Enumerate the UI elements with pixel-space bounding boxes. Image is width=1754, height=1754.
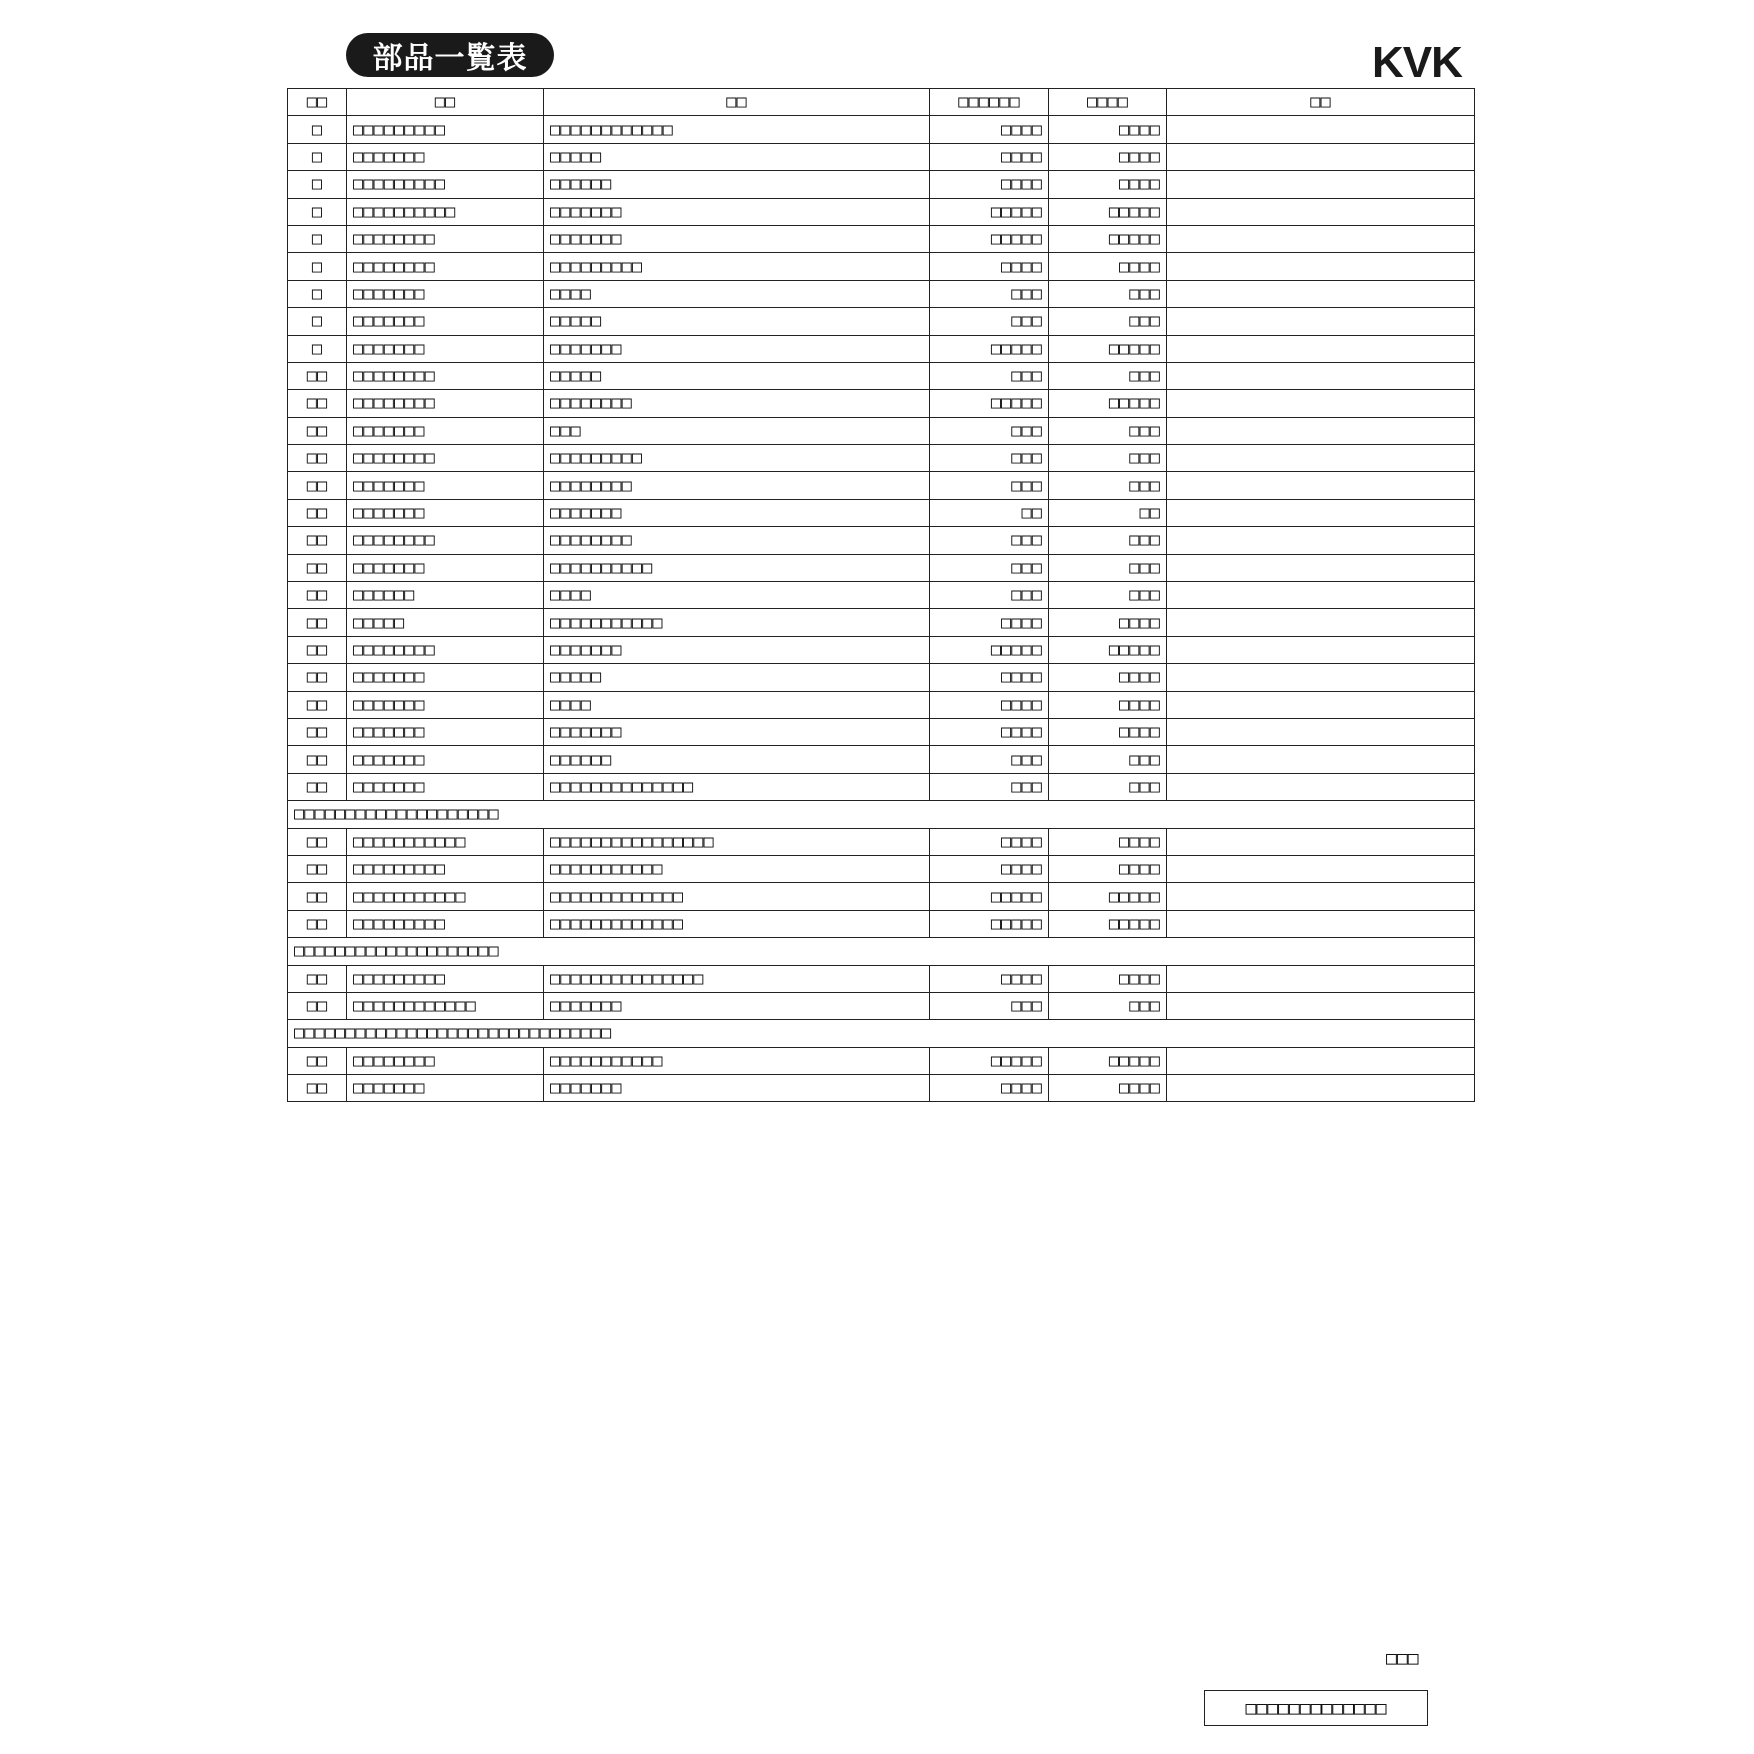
part-name-cell: □□□□□ (544, 143, 930, 170)
part-number-cell: □□ (288, 582, 347, 609)
part-name-cell: □□□□□□□□□□□□□ (544, 910, 930, 937)
price-cell: □□□□ (1049, 691, 1167, 718)
part-code-cell: □□□□□□□ (347, 499, 544, 526)
brand-logo: KVK (1372, 38, 1462, 87)
notes-cell (1167, 225, 1475, 252)
part-code-cell: □□□□□□□□ (347, 390, 544, 417)
part-name-cell: □□□□□□□ (544, 718, 930, 745)
price-cell: □□ (930, 499, 1049, 526)
price-cell: □□□□ (1049, 609, 1167, 636)
notes-cell (1167, 910, 1475, 937)
part-number-cell: □ (288, 198, 347, 225)
table-row (288, 335, 1475, 362)
notes-cell (1167, 472, 1475, 499)
part-name-cell: □□□□□□□ (544, 1075, 930, 1102)
price-cell: □□□ (930, 554, 1049, 581)
notes-cell (1167, 554, 1475, 581)
price-cell: □□□□ (1049, 828, 1167, 855)
notes-cell (1167, 527, 1475, 554)
part-number-cell: □□ (288, 445, 347, 472)
price-cell: □□□ (930, 582, 1049, 609)
price-cell: □□□ (1049, 280, 1167, 307)
price-cell: □□□ (930, 773, 1049, 800)
price-cell: □□□□ (930, 718, 1049, 745)
notes-cell (1167, 143, 1475, 170)
page-number: □□□ (1386, 1648, 1419, 1669)
table-row (288, 171, 1475, 198)
part-number-cell: □□ (288, 992, 347, 1019)
part-number-cell: □□ (288, 1075, 347, 1102)
table-row (288, 992, 1475, 1019)
part-code-cell: □□□□□□□□□□□□ (347, 992, 544, 1019)
part-name-cell: □□□□□ (544, 664, 930, 691)
table-section-row (288, 938, 1475, 965)
table-section-row (288, 1020, 1475, 1047)
notes-cell (1167, 636, 1475, 663)
part-name-cell: □□□□□□□ (544, 499, 930, 526)
table-row (288, 143, 1475, 170)
section-heading: □□□□□□□□□□□□□□□□□□□□ (288, 938, 1475, 965)
part-number-cell: □□ (288, 390, 347, 417)
part-name-cell: □□□□□□□□□□□□ (544, 116, 930, 143)
table-row (288, 390, 1475, 417)
table-row (288, 855, 1475, 882)
part-number-cell: □□ (288, 472, 347, 499)
price-cell: □□□□ (930, 609, 1049, 636)
price-cell: □□□□ (930, 253, 1049, 280)
notes-cell (1167, 390, 1475, 417)
price-cell: □□□□ (930, 828, 1049, 855)
part-code-cell: □□□□□□□ (347, 335, 544, 362)
part-name-cell: □□□□□□□□ (544, 472, 930, 499)
part-name-cell: □□□□□□□□□□□ (544, 1047, 930, 1074)
price-cell: □□□ (1049, 308, 1167, 335)
part-number-cell: □□ (288, 554, 347, 581)
price-cell: □□□□ (930, 965, 1049, 992)
notes-cell (1167, 883, 1475, 910)
part-name-cell: □□□□□□□ (544, 198, 930, 225)
notes-cell (1167, 992, 1475, 1019)
part-number-cell: □ (288, 116, 347, 143)
part-number-cell: □□ (288, 746, 347, 773)
part-number-cell: □□ (288, 527, 347, 554)
part-code-cell: □□□□□□□ (347, 280, 544, 307)
price-cell: □□□ (1049, 362, 1167, 389)
notes-cell (1167, 362, 1475, 389)
table-row (288, 910, 1475, 937)
table-row (288, 417, 1475, 444)
price-cell: □□□□□ (1049, 636, 1167, 663)
part-code-cell: □□□□□□□ (347, 308, 544, 335)
part-number-cell: □ (288, 143, 347, 170)
part-code-cell: □□□□□□□ (347, 472, 544, 499)
parts-table (287, 88, 1475, 1102)
part-code-cell: □□□□□□□□ (347, 636, 544, 663)
column-header-price2: □□□□ (1049, 89, 1167, 116)
part-code-cell: □□□□□□□□□ (347, 855, 544, 882)
part-name-cell: □□□□ (544, 691, 930, 718)
price-cell: □□□□□ (1049, 390, 1167, 417)
table-row (288, 828, 1475, 855)
part-code-cell: □□□□□□□□□□□ (347, 828, 544, 855)
table-row (288, 472, 1475, 499)
part-number-cell: □□ (288, 883, 347, 910)
table-row (288, 253, 1475, 280)
table-row (288, 308, 1475, 335)
table-row (288, 636, 1475, 663)
document-code-box: □□□□□□□□□□□□□ (1204, 1690, 1428, 1726)
part-number-cell: □□ (288, 499, 347, 526)
part-code-cell: □□□□□□□ (347, 773, 544, 800)
notes-cell (1167, 664, 1475, 691)
price-cell: □□□□ (1049, 664, 1167, 691)
price-cell: □□□□ (1049, 171, 1167, 198)
part-name-cell: □□□□□□□□□□□□□□ (544, 773, 930, 800)
part-number-cell: □□ (288, 1047, 347, 1074)
part-name-cell: □□□□□□□□□ (544, 445, 930, 472)
part-code-cell: □□□□□□□ (347, 417, 544, 444)
part-number-cell: □□ (288, 609, 347, 636)
notes-cell (1167, 171, 1475, 198)
price-cell: □□□□ (930, 116, 1049, 143)
part-number-cell: □□ (288, 910, 347, 937)
price-cell: □□□□ (930, 664, 1049, 691)
part-code-cell: □□□□□□□ (347, 554, 544, 581)
part-name-cell: □□□□ (544, 582, 930, 609)
price-cell: □□□ (930, 472, 1049, 499)
table-row (288, 499, 1475, 526)
table-row (288, 582, 1475, 609)
part-number-cell: □ (288, 280, 347, 307)
part-number-cell: □□ (288, 773, 347, 800)
price-cell: □□□ (930, 308, 1049, 335)
table-header-row (288, 89, 1475, 116)
column-header-price1: □□□□□□ (930, 89, 1049, 116)
notes-cell (1167, 116, 1475, 143)
part-name-cell: □□□□□□□□ (544, 390, 930, 417)
notes-cell (1167, 828, 1475, 855)
part-code-cell: □□□□□□□ (347, 1075, 544, 1102)
table-row (288, 691, 1475, 718)
part-code-cell: □□□□□□□ (347, 143, 544, 170)
notes-cell (1167, 746, 1475, 773)
table-row (288, 664, 1475, 691)
part-code-cell: □□□□□□□□□ (347, 171, 544, 198)
price-cell: □□□ (930, 445, 1049, 472)
table-row (288, 609, 1475, 636)
parts-table-body (288, 116, 1475, 1102)
notes-cell (1167, 253, 1475, 280)
table-row (288, 965, 1475, 992)
notes-cell (1167, 280, 1475, 307)
part-number-cell: □ (288, 335, 347, 362)
table-row (288, 773, 1475, 800)
part-code-cell: □□□□□□□□□ (347, 910, 544, 937)
part-code-cell: □□□□□□□ (347, 691, 544, 718)
table-row (288, 362, 1475, 389)
notes-cell (1167, 965, 1475, 992)
table-row (288, 1047, 1475, 1074)
part-code-cell: □□□□□□□ (347, 718, 544, 745)
table-row (288, 554, 1475, 581)
part-name-cell: □□□□□□□ (544, 992, 930, 1019)
part-number-cell: □□ (288, 965, 347, 992)
part-number-cell: □ (288, 171, 347, 198)
price-cell: □□□ (1049, 582, 1167, 609)
notes-cell (1167, 691, 1475, 718)
part-name-cell: □□□□□□□ (544, 335, 930, 362)
part-code-cell: □□□□□□ (347, 582, 544, 609)
price-cell: □□□ (1049, 527, 1167, 554)
part-number-cell: □□ (288, 417, 347, 444)
part-number-cell: □□ (288, 691, 347, 718)
table-section-row (288, 801, 1475, 828)
section-heading: □□□□□□□□□□□□□□□□□□□□□□□□□□□□□□□ (288, 1020, 1475, 1047)
notes-cell (1167, 609, 1475, 636)
notes-cell (1167, 445, 1475, 472)
table-row (288, 718, 1475, 745)
price-cell: □□□ (1049, 773, 1167, 800)
page-title: 部品一覧表 (346, 33, 554, 77)
part-name-cell: □□□□□□□□□ (544, 253, 930, 280)
price-cell: □□□ (930, 527, 1049, 554)
part-name-cell: □□□□□□ (544, 746, 930, 773)
price-cell: □□□□□ (1049, 225, 1167, 252)
price-cell: □□□□ (1049, 1075, 1167, 1102)
price-cell: □□□ (1049, 472, 1167, 499)
part-name-cell: □□□□□□□□ (544, 527, 930, 554)
part-number-cell: □□ (288, 828, 347, 855)
price-cell: □□□□□ (930, 910, 1049, 937)
price-cell: □□□ (930, 280, 1049, 307)
price-cell: □□□□□ (930, 225, 1049, 252)
notes-cell (1167, 335, 1475, 362)
table-row (288, 445, 1475, 472)
price-cell: □□□□□ (1049, 198, 1167, 225)
price-cell: □□□□ (1049, 143, 1167, 170)
price-cell: □□□□□ (1049, 1047, 1167, 1074)
part-name-cell: □□□□ (544, 280, 930, 307)
notes-cell (1167, 308, 1475, 335)
table-row (288, 225, 1475, 252)
table-row (288, 280, 1475, 307)
part-number-cell: □ (288, 253, 347, 280)
notes-cell (1167, 499, 1475, 526)
part-name-cell: □□□□□□□□□□□ (544, 855, 930, 882)
price-cell: □□□□ (930, 691, 1049, 718)
part-code-cell: □□□□□□□ (347, 664, 544, 691)
price-cell: □□□ (1049, 445, 1167, 472)
part-name-cell: □□□□□□□□□□□ (544, 609, 930, 636)
price-cell: □□□□□ (1049, 335, 1167, 362)
table-row (288, 198, 1475, 225)
price-cell: □□□□□ (930, 883, 1049, 910)
price-cell: □□□ (1049, 417, 1167, 444)
price-cell: □□□□□ (930, 636, 1049, 663)
price-cell: □□□ (930, 746, 1049, 773)
notes-cell (1167, 582, 1475, 609)
price-cell: □□□□ (930, 1075, 1049, 1102)
price-cell: □□□□ (930, 171, 1049, 198)
part-name-cell: □□□□□□ (544, 171, 930, 198)
notes-cell (1167, 198, 1475, 225)
notes-cell (1167, 773, 1475, 800)
table-row (288, 116, 1475, 143)
table-row (288, 746, 1475, 773)
table-row (288, 527, 1475, 554)
part-code-cell: □□□□□□□□ (347, 527, 544, 554)
table-row (288, 883, 1475, 910)
price-cell: □□□□□ (930, 335, 1049, 362)
part-code-cell: □□□□□□□□ (347, 445, 544, 472)
part-code-cell: □□□□□□□□□□□ (347, 883, 544, 910)
price-cell: □□□□ (1049, 965, 1167, 992)
part-name-cell: □□□□□□□□□□ (544, 554, 930, 581)
part-number-cell: □□ (288, 636, 347, 663)
price-cell: □□□ (1049, 746, 1167, 773)
price-cell: □□□□□ (1049, 910, 1167, 937)
price-cell: □□□□□ (930, 198, 1049, 225)
notes-cell (1167, 417, 1475, 444)
part-code-cell: □□□□□□□ (347, 746, 544, 773)
notes-cell (1167, 1047, 1475, 1074)
price-cell: □□□□ (1049, 718, 1167, 745)
part-number-cell: □□ (288, 362, 347, 389)
notes-cell (1167, 855, 1475, 882)
part-code-cell: □□□□□□□□□ (347, 116, 544, 143)
part-code-cell: □□□□□□□□ (347, 362, 544, 389)
part-name-cell: □□□□□ (544, 362, 930, 389)
part-number-cell: □□ (288, 718, 347, 745)
part-code-cell: □□□□□ (347, 609, 544, 636)
part-name-cell: □□□ (544, 417, 930, 444)
part-number-cell: □□ (288, 664, 347, 691)
section-heading: □□□□□□□□□□□□□□□□□□□□ (288, 801, 1475, 828)
part-name-cell: □□□□□□□ (544, 636, 930, 663)
price-cell: □□□□□ (1049, 883, 1167, 910)
price-cell: □□□□ (930, 855, 1049, 882)
part-name-cell: □□□□□ (544, 308, 930, 335)
part-name-cell: □□□□□□□□□□□□□ (544, 883, 930, 910)
column-header-code: □□ (347, 89, 544, 116)
part-code-cell: □□□□□□□□ (347, 1047, 544, 1074)
price-cell: □□□ (930, 992, 1049, 1019)
price-cell: □□□□□ (930, 1047, 1049, 1074)
column-header-no: □□ (288, 89, 347, 116)
part-code-cell: □□□□□□□□ (347, 253, 544, 280)
notes-cell (1167, 1075, 1475, 1102)
price-cell: □□□□ (930, 143, 1049, 170)
part-name-cell: □□□□□□□□□□□□□□□□ (544, 828, 930, 855)
price-cell: □□ (1049, 499, 1167, 526)
part-number-cell: □ (288, 225, 347, 252)
price-cell: □□□ (930, 362, 1049, 389)
part-code-cell: □□□□□□□□□□ (347, 198, 544, 225)
table-row (288, 1075, 1475, 1102)
price-cell: □□□ (1049, 554, 1167, 581)
part-number-cell: □□ (288, 855, 347, 882)
price-cell: □□□□□ (930, 390, 1049, 417)
price-cell: □□□ (930, 417, 1049, 444)
notes-cell (1167, 718, 1475, 745)
part-code-cell: □□□□□□□□□ (347, 965, 544, 992)
part-number-cell: □ (288, 308, 347, 335)
part-name-cell: □□□□□□□□□□□□□□□ (544, 965, 930, 992)
price-cell: □□□ (1049, 992, 1167, 1019)
part-code-cell: □□□□□□□□ (347, 225, 544, 252)
column-header-notes: □□ (1167, 89, 1475, 116)
price-cell: □□□□ (1049, 855, 1167, 882)
price-cell: □□□□ (1049, 116, 1167, 143)
price-cell: □□□□ (1049, 253, 1167, 280)
part-name-cell: □□□□□□□ (544, 225, 930, 252)
column-header-name: □□ (544, 89, 930, 116)
